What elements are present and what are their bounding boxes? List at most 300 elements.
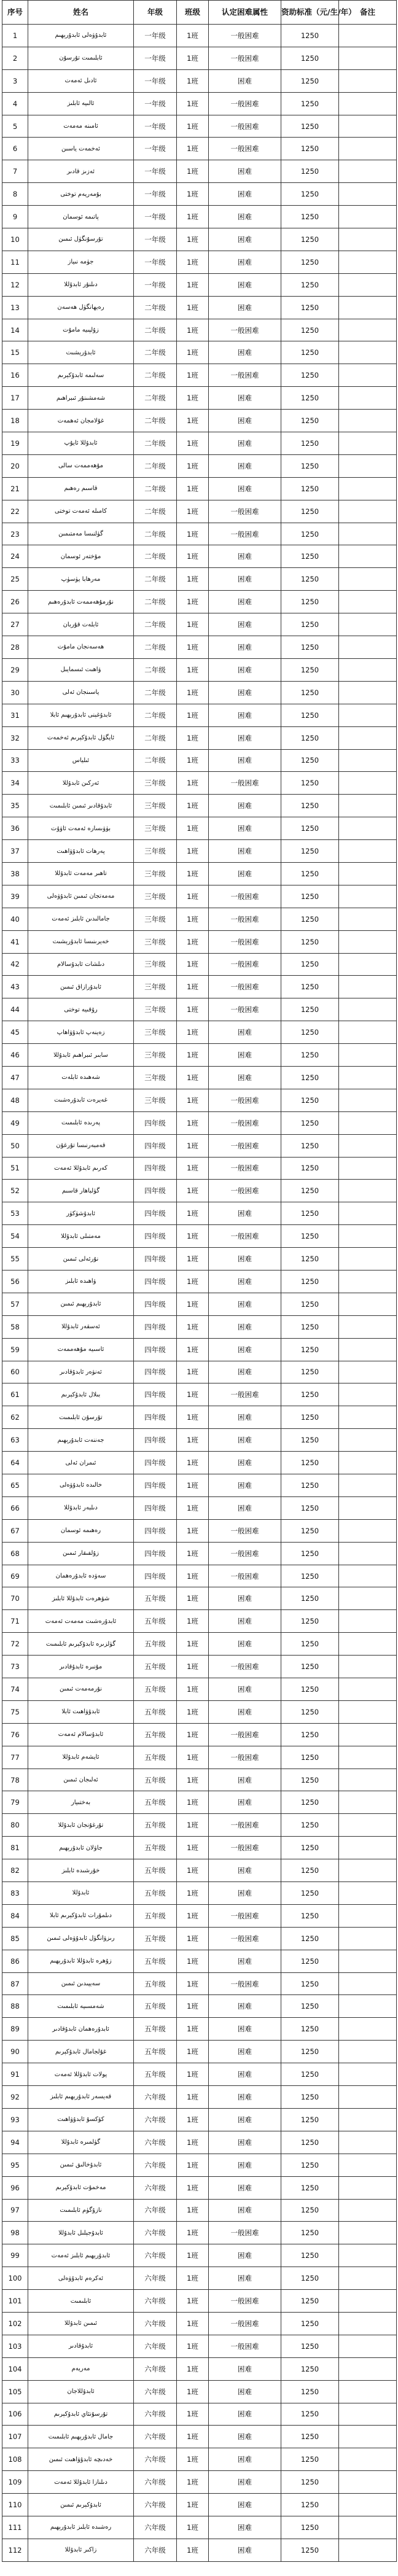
header-aid-standard: 资助标准（元/生/年）: [281, 1, 339, 25]
cell-student-name: زۇلفىقار ئىمىن: [28, 1542, 134, 1565]
cell-difficulty-status: 困难: [209, 2471, 281, 2494]
cell-student-name: ئەركىن ئابدۇللا: [28, 772, 134, 795]
cell-student-name: دىلنۇر ئابدۇللا: [28, 273, 134, 296]
cell-student-name: ئابدۇللا ئايۇپ: [28, 432, 134, 455]
table-row: [2, 2494, 397, 2516]
cell-difficulty-status: 困难: [209, 636, 281, 659]
cell-aid-amount: 1250: [281, 2154, 339, 2176]
cell-class: 1班: [177, 1111, 209, 1134]
cell-aid-amount: 1250: [281, 681, 339, 704]
cell-difficulty-status: 一般困难: [209, 1565, 281, 1587]
cell-grade: 六年级: [134, 2199, 177, 2222]
cell-difficulty-status: 困难: [209, 2267, 281, 2290]
cell-remarks: [339, 1565, 397, 1587]
cell-aid-amount: 1250: [281, 613, 339, 636]
cell-class: 1班: [177, 2516, 209, 2539]
cell-difficulty-status: 困难: [209, 2086, 281, 2109]
cell-remarks: [339, 2041, 397, 2063]
cell-aid-amount: 1250: [281, 206, 339, 228]
cell-index: 59: [2, 1338, 28, 1361]
cell-remarks: [339, 2290, 397, 2313]
cell-class: 1班: [177, 341, 209, 364]
cell-aid-amount: 1250: [281, 1791, 339, 1814]
table-row: [2, 840, 397, 863]
cell-index: 67: [2, 1519, 28, 1542]
table-row: [2, 2244, 397, 2267]
cell-aid-amount: 1250: [281, 1248, 339, 1270]
cell-remarks: [339, 432, 397, 455]
table-row: [2, 2516, 397, 2539]
cell-grade: 四年级: [134, 1429, 177, 1452]
cell-index: 43: [2, 976, 28, 998]
cell-grade: 一年级: [134, 47, 177, 69]
cell-index: 8: [2, 183, 28, 206]
cell-grade: 二年级: [134, 523, 177, 545]
cell-class: 1班: [177, 1180, 209, 1202]
cell-class: 1班: [177, 1429, 209, 1452]
table-row: [2, 1406, 397, 1429]
cell-remarks: [339, 1248, 397, 1270]
table-row: [2, 251, 397, 273]
cell-difficulty-status: 困难: [209, 840, 281, 863]
table-row: [2, 2154, 397, 2176]
cell-class: 1班: [177, 1700, 209, 1723]
cell-difficulty-status: 困难: [209, 613, 281, 636]
cell-remarks: [339, 998, 397, 1021]
cell-class: 1班: [177, 2063, 209, 2086]
cell-student-name: تۇرسۇنئاي ئابدۇكېرىم: [28, 2403, 134, 2426]
cell-aid-amount: 1250: [281, 138, 339, 160]
cell-student-name: جاۋلان ئابدۇرېھىم: [28, 1837, 134, 1859]
table-row: [2, 704, 397, 726]
cell-class: 1班: [177, 658, 209, 681]
table-row: [2, 1746, 397, 1769]
cell-grade: 六年级: [134, 2403, 177, 2426]
table-row: [2, 1882, 397, 1905]
cell-difficulty-status: 一般困难: [209, 25, 281, 47]
cell-aid-amount: 1250: [281, 2494, 339, 2516]
cell-grade: 四年级: [134, 1452, 177, 1474]
cell-class: 1班: [177, 523, 209, 545]
cell-aid-amount: 1250: [281, 432, 339, 455]
cell-student-name: ئايشەم ئابدۇللا: [28, 1746, 134, 1769]
cell-class: 1班: [177, 2131, 209, 2154]
cell-student-name: قەيسەر ئابدۇرېھىم ئابلىز: [28, 2086, 134, 2109]
table-row: [2, 160, 397, 183]
cell-index: 16: [2, 364, 28, 387]
table-row: [2, 636, 397, 659]
cell-remarks: [339, 25, 397, 47]
table-row: [2, 749, 397, 772]
cell-index: 82: [2, 1859, 28, 1882]
cell-student-name: ئابلىمىت: [28, 2290, 134, 2313]
cell-grade: 四年级: [134, 1383, 177, 1406]
cell-remarks: [339, 1678, 397, 1701]
cell-class: 1班: [177, 2403, 209, 2426]
cell-class: 1班: [177, 795, 209, 817]
cell-class: 1班: [177, 1383, 209, 1406]
cell-grade: 一年级: [134, 206, 177, 228]
cell-grade: 五年级: [134, 1995, 177, 2018]
table-row: [2, 1904, 397, 1927]
cell-aid-amount: 1250: [281, 1044, 339, 1067]
cell-student-name: ئابدۇقادىر: [28, 2335, 134, 2357]
cell-aid-amount: 1250: [281, 2380, 339, 2403]
cell-remarks: [339, 1157, 397, 1180]
table-row: [2, 2131, 397, 2154]
cell-grade: 六年级: [134, 2448, 177, 2471]
cell-grade: 五年级: [134, 1950, 177, 1972]
cell-aid-amount: 1250: [281, 704, 339, 726]
table-row: [2, 2108, 397, 2131]
cell-index: 98: [2, 2222, 28, 2244]
cell-student-name: ئابدۇكېرىم ئىمىن: [28, 2494, 134, 2516]
cell-grade: 二年级: [134, 500, 177, 523]
cell-student-name: نۇرئەلى ئىمىن: [28, 1248, 134, 1270]
cell-class: 1班: [177, 364, 209, 387]
cell-student-name: مەمتىلى ئابدۇللا: [28, 1225, 134, 1248]
cell-index: 60: [2, 1361, 28, 1383]
cell-class: 1班: [177, 2222, 209, 2244]
cell-student-name: قەمبەرنىسا تۇرغۇن: [28, 1134, 134, 1157]
cell-aid-amount: 1250: [281, 2018, 339, 2041]
cell-index: 78: [2, 1769, 28, 1791]
cell-remarks: [339, 1972, 397, 1995]
cell-class: 1班: [177, 704, 209, 726]
table-row: [2, 930, 397, 953]
cell-student-name: خەيرىنىسا ئابدۇرېشىت: [28, 930, 134, 953]
cell-aid-amount: 1250: [281, 1429, 339, 1452]
cell-student-name: سەلىمە ئابدۇكېرىم: [28, 364, 134, 387]
cell-remarks: [339, 1927, 397, 1950]
cell-remarks: [339, 591, 397, 613]
cell-grade: 二年级: [134, 749, 177, 772]
cell-index: 61: [2, 1383, 28, 1406]
table-row: [2, 387, 397, 410]
cell-student-name: ھەسەنجان مامۇت: [28, 636, 134, 659]
cell-index: 58: [2, 1315, 28, 1338]
cell-aid-amount: 1250: [281, 1633, 339, 1656]
cell-index: 112: [2, 2539, 28, 2561]
cell-difficulty-status: 困难: [209, 2176, 281, 2199]
cell-remarks: [339, 251, 397, 273]
cell-difficulty-status: 困难: [209, 2063, 281, 2086]
cell-class: 1班: [177, 1587, 209, 1610]
cell-remarks: [339, 115, 397, 138]
cell-remarks: [339, 2154, 397, 2176]
cell-class: 1班: [177, 2108, 209, 2131]
cell-remarks: [339, 387, 397, 410]
cell-class: 1班: [177, 115, 209, 138]
cell-aid-amount: 1250: [281, 1882, 339, 1905]
cell-index: 33: [2, 749, 28, 772]
cell-class: 1班: [177, 2426, 209, 2448]
cell-student-name: ئابدۇرېھىم ئىمىن: [28, 1293, 134, 1315]
cell-difficulty-status: 一般困难: [209, 92, 281, 115]
cell-student-name: مۇنىرە ئابدۇقادىر: [28, 1656, 134, 1678]
cell-aid-amount: 1250: [281, 2244, 339, 2267]
cell-aid-amount: 1250: [281, 2539, 339, 2561]
cell-index: 103: [2, 2335, 28, 2357]
table-row: [2, 2176, 397, 2199]
cell-grade: 四年级: [134, 1361, 177, 1383]
cell-student-name: شەمشىنۇر ئىبراھىم: [28, 387, 134, 410]
cell-student-name: ئەخمەت ياسىن: [28, 138, 134, 160]
cell-index: 74: [2, 1678, 28, 1701]
cell-class: 1班: [177, 1904, 209, 1927]
cell-class: 1班: [177, 2494, 209, 2516]
cell-student-name: شەھىدە ئابلەت: [28, 1066, 134, 1089]
cell-class: 1班: [177, 681, 209, 704]
cell-aid-amount: 1250: [281, 410, 339, 432]
cell-aid-amount: 1250: [281, 1338, 339, 1361]
cell-difficulty-status: 困难: [209, 251, 281, 273]
cell-grade: 四年级: [134, 1248, 177, 1270]
cell-remarks: [339, 817, 397, 840]
cell-difficulty-status: 一般困难: [209, 1111, 281, 1134]
cell-index: 93: [2, 2108, 28, 2131]
cell-class: 1班: [177, 613, 209, 636]
cell-remarks: [339, 2267, 397, 2290]
cell-index: 63: [2, 1429, 28, 1452]
table-row: [2, 25, 397, 47]
table-row: [2, 2471, 397, 2494]
cell-class: 1班: [177, 545, 209, 568]
table-row: [2, 1678, 397, 1701]
cell-student-name: غۇلجامال ئابدۇكېرىم: [28, 2041, 134, 2063]
cell-grade: 六年级: [134, 2380, 177, 2403]
table-row: [2, 613, 397, 636]
cell-index: 110: [2, 2494, 28, 2516]
table-row: [2, 183, 397, 206]
table-row: [2, 454, 397, 477]
cell-grade: 三年级: [134, 840, 177, 863]
cell-grade: 二年级: [134, 296, 177, 319]
cell-index: 23: [2, 523, 28, 545]
cell-difficulty-status: 困难: [209, 273, 281, 296]
cell-remarks: [339, 2199, 397, 2222]
cell-remarks: [339, 1995, 397, 2018]
cell-student-name: سابىر ئىبراھىم ئابدۇللا: [28, 1044, 134, 1067]
cell-difficulty-status: 困难: [209, 1066, 281, 1089]
cell-grade: 六年级: [134, 2335, 177, 2357]
cell-student-name: قاسىم رەھىم: [28, 477, 134, 500]
cell-difficulty-status: 困难: [209, 2494, 281, 2516]
cell-aid-amount: 1250: [281, 2108, 339, 2131]
cell-aid-amount: 1250: [281, 1089, 339, 1111]
cell-student-name: ئەزىز قادىر: [28, 160, 134, 183]
cell-aid-amount: 1250: [281, 2357, 339, 2380]
cell-index: 19: [2, 432, 28, 455]
cell-aid-amount: 1250: [281, 1995, 339, 2018]
cell-aid-amount: 1250: [281, 2448, 339, 2471]
cell-grade: 四年级: [134, 1180, 177, 1202]
cell-grade: 二年级: [134, 545, 177, 568]
cell-index: 85: [2, 1927, 28, 1950]
cell-grade: 三年级: [134, 817, 177, 840]
cell-index: 9: [2, 206, 28, 228]
cell-class: 1班: [177, 251, 209, 273]
cell-grade: 二年级: [134, 387, 177, 410]
cell-index: 89: [2, 2018, 28, 2041]
cell-class: 1班: [177, 1021, 209, 1044]
cell-index: 96: [2, 2176, 28, 2199]
cell-grade: 一年级: [134, 25, 177, 47]
cell-index: 100: [2, 2267, 28, 2290]
cell-grade: 五年级: [134, 1972, 177, 1995]
cell-remarks: [339, 795, 397, 817]
cell-difficulty-status: 一般困难: [209, 1542, 281, 1565]
cell-student-name: ئادىل ئەمەت: [28, 69, 134, 92]
cell-grade: 六年级: [134, 2267, 177, 2290]
cell-grade: 一年级: [134, 228, 177, 251]
cell-index: 49: [2, 1111, 28, 1134]
cell-grade: 二年级: [134, 432, 177, 455]
cell-index: 1: [2, 25, 28, 47]
table-row: [2, 817, 397, 840]
cell-remarks: [339, 523, 397, 545]
cell-class: 1班: [177, 1995, 209, 2018]
cell-index: 88: [2, 1995, 28, 2018]
cell-remarks: [339, 1406, 397, 1429]
cell-student-name: ئابدۇقادىر ئىمىن ئابلىمىت: [28, 795, 134, 817]
cell-student-name: گۈلزىرە ئابدۇكېرىم ئابلىمىت: [28, 1633, 134, 1656]
cell-difficulty-status: 一般困难: [209, 2312, 281, 2335]
cell-student-name: ئابدۇرازاق ئىمىن: [28, 976, 134, 998]
table-row: [2, 2335, 397, 2357]
cell-class: 1班: [177, 92, 209, 115]
cell-student-name: ئابدۇللا: [28, 1882, 134, 1905]
cell-index: 97: [2, 2199, 28, 2222]
cell-aid-amount: 1250: [281, 2267, 339, 2290]
cell-index: 104: [2, 2357, 28, 2380]
cell-remarks: [339, 930, 397, 953]
table-row: [2, 976, 397, 998]
cell-index: 54: [2, 1225, 28, 1248]
cell-grade: 三年级: [134, 1044, 177, 1067]
cell-remarks: [339, 953, 397, 976]
cell-index: 83: [2, 1882, 28, 1905]
cell-index: 62: [2, 1406, 28, 1429]
cell-aid-amount: 1250: [281, 1406, 339, 1429]
cell-aid-amount: 1250: [281, 908, 339, 930]
cell-difficulty-status: 困难: [209, 1769, 281, 1791]
cell-grade: 四年级: [134, 1406, 177, 1429]
cell-student-name: پاتىمە ئوسمان: [28, 206, 134, 228]
cell-difficulty-status: 困难: [209, 1202, 281, 1225]
table-row: [2, 1429, 397, 1452]
cell-remarks: [339, 2176, 397, 2199]
cell-index: 108: [2, 2448, 28, 2471]
cell-remarks: [339, 1225, 397, 1248]
cell-index: 72: [2, 1633, 28, 1656]
cell-student-name: غەيرەت ئابدۇرەشىت: [28, 1089, 134, 1111]
cell-remarks: [339, 410, 397, 432]
cell-grade: 三年级: [134, 953, 177, 976]
table-row: [2, 410, 397, 432]
cell-difficulty-status: 困难: [209, 1248, 281, 1270]
cell-aid-amount: 1250: [281, 115, 339, 138]
table-row: [2, 1565, 397, 1587]
cell-aid-amount: 1250: [281, 2222, 339, 2244]
cell-remarks: [339, 477, 397, 500]
cell-class: 1班: [177, 2018, 209, 2041]
cell-class: 1班: [177, 160, 209, 183]
cell-grade: 二年级: [134, 658, 177, 681]
table-row: [2, 1633, 397, 1656]
cell-remarks: [339, 2380, 397, 2403]
cell-remarks: [339, 1383, 397, 1406]
cell-remarks: [339, 1746, 397, 1769]
cell-aid-amount: 1250: [281, 2335, 339, 2357]
table-row: [2, 1044, 397, 1067]
cell-difficulty-status: 一般困难: [209, 319, 281, 341]
cell-index: 51: [2, 1157, 28, 1180]
cell-grade: 五年级: [134, 1859, 177, 1882]
cell-remarks: [339, 1542, 397, 1565]
cell-class: 1班: [177, 1496, 209, 1519]
cell-student-name: گۈلباھار قاسىم: [28, 1180, 134, 1202]
cell-remarks: [339, 138, 397, 160]
cell-index: 77: [2, 1746, 28, 1769]
cell-aid-amount: 1250: [281, 1134, 339, 1157]
cell-class: 1班: [177, 591, 209, 613]
cell-student-name: ئابلىمىت تۇرسۇن: [28, 47, 134, 69]
cell-student-name: رەيھانگۈل ھەسەن: [28, 296, 134, 319]
cell-index: 29: [2, 658, 28, 681]
table-row: [2, 1859, 397, 1882]
cell-grade: 一年级: [134, 183, 177, 206]
cell-grade: 四年级: [134, 1111, 177, 1134]
cell-difficulty-status: 一般困难: [209, 47, 281, 69]
cell-student-name: خەدىچە ئابدۇۋاھىت ئىمىن: [28, 2448, 134, 2471]
cell-difficulty-status: 困难: [209, 704, 281, 726]
cell-aid-amount: 1250: [281, 1927, 339, 1950]
cell-student-name: رۇقىيە توختى: [28, 998, 134, 1021]
table-row: [2, 862, 397, 885]
cell-index: 57: [2, 1293, 28, 1315]
cell-grade: 六年级: [134, 2244, 177, 2267]
cell-aid-amount: 1250: [281, 69, 339, 92]
cell-grade: 三年级: [134, 795, 177, 817]
table-row: [2, 1452, 397, 1474]
cell-aid-amount: 1250: [281, 1904, 339, 1927]
cell-aid-amount: 1250: [281, 1519, 339, 1542]
cell-student-name: زۇھرە ئابدۇللا ئابدۇرېھىم: [28, 1950, 134, 1972]
cell-remarks: [339, 1293, 397, 1315]
cell-remarks: [339, 749, 397, 772]
cell-aid-amount: 1250: [281, 862, 339, 885]
table-row: [2, 1066, 397, 1089]
table-row: [2, 1293, 397, 1315]
cell-remarks: [339, 1361, 397, 1383]
cell-grade: 五年级: [134, 1678, 177, 1701]
cell-aid-amount: 1250: [281, 1972, 339, 1995]
cell-class: 1班: [177, 2199, 209, 2222]
cell-grade: 一年级: [134, 273, 177, 296]
cell-remarks: [339, 183, 397, 206]
table-row: [2, 885, 397, 908]
cell-difficulty-status: 一般困难: [209, 138, 281, 160]
cell-index: 106: [2, 2403, 28, 2426]
cell-student-name: ئاسىيە مۇھەممەت: [28, 1338, 134, 1361]
table-row: [2, 1950, 397, 1972]
cell-remarks: [339, 1837, 397, 1859]
cell-student-name: گۈلنىسا مەمتىمىن: [28, 523, 134, 545]
cell-remarks: [339, 206, 397, 228]
cell-remarks: [339, 1904, 397, 1927]
cell-student-name: ئابدۇرەشىت مەمەت ئەمەت: [28, 1610, 134, 1633]
